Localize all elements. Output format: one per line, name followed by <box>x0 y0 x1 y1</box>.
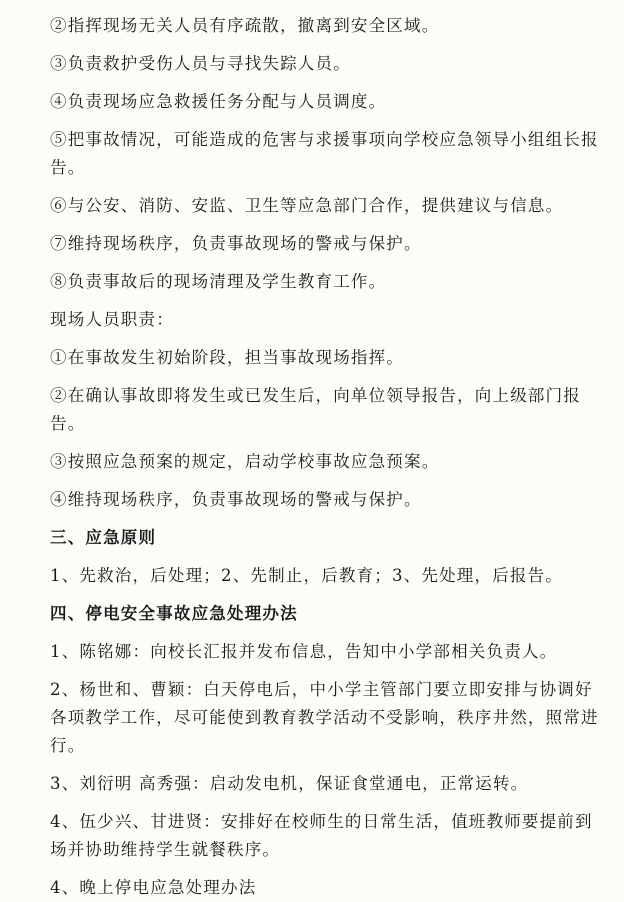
paragraph-2: ②指挥现场无关人员有序疏散，撤离到安全区域。 <box>50 16 440 35</box>
paragraph-6: ⑥与公安、消防、安监、卫生等应急部门合作，提供建议与信息。 <box>50 196 564 215</box>
duty-item-3: ③按照应急预案的规定，启动学校事故应急预案。 <box>50 452 440 471</box>
paragraph-7: ⑦维持现场秩序，负责事故现场的警戒与保护。 <box>50 234 422 253</box>
section-heading-power-outage: 四、停电安全事故应急处理办法 <box>50 604 298 623</box>
duty-item-2: ②在确认事故即将发生或已发生后，向单位领导报告，向上级部门报告。 <box>50 386 581 433</box>
paragraph-4: ④负责现场应急救援任务分配与人员调度。 <box>50 92 387 111</box>
outage-item-1: 1、陈铭娜：向校长汇报并发布信息，告知中小学部相关负责人。 <box>50 642 558 661</box>
outage-item-night: 4、晚上停电应急处理办法 <box>50 878 257 897</box>
duty-item-1: ①在事故发生初始阶段，担当事故现场指挥。 <box>50 348 404 367</box>
section-label-onsite-duties: 现场人员职责： <box>50 310 174 329</box>
outage-item-2: 2、杨世和、曹颖：白天停电后，中小学主管部门要立即安排与协调好各项教学工作，尽可能使到教育教学活动不受影响，秩序井然，照常进行。 <box>50 680 599 755</box>
outage-item-4: 4、伍少兴、甘进贤：安排好在校师生的日常生活，值班教师要提前到场并协助维持学生就餐秩序。 <box>50 812 593 859</box>
principles-text: 1、先救治，后处理；2、先制止，后教育；3、先处理，后报告。 <box>50 566 563 585</box>
section-heading-principles: 三、应急原则 <box>50 528 157 547</box>
outage-item-3: 3、刘衍明 高秀强：启动发电机，保证食堂通电，正常运转。 <box>50 774 529 793</box>
paragraph-3: ③负责救护受伤人员与寻找失踪人员。 <box>50 54 351 73</box>
duty-item-4: ④维持现场秩序，负责事故现场的警戒与保护。 <box>50 490 422 509</box>
paragraph-5: ⑤把事故情况，可能造成的危害与求援事项向学校应急领导小组组长报告。 <box>50 130 599 177</box>
paragraph-8: ⑧负责事故后的现场清理及学生教育工作。 <box>50 272 387 291</box>
